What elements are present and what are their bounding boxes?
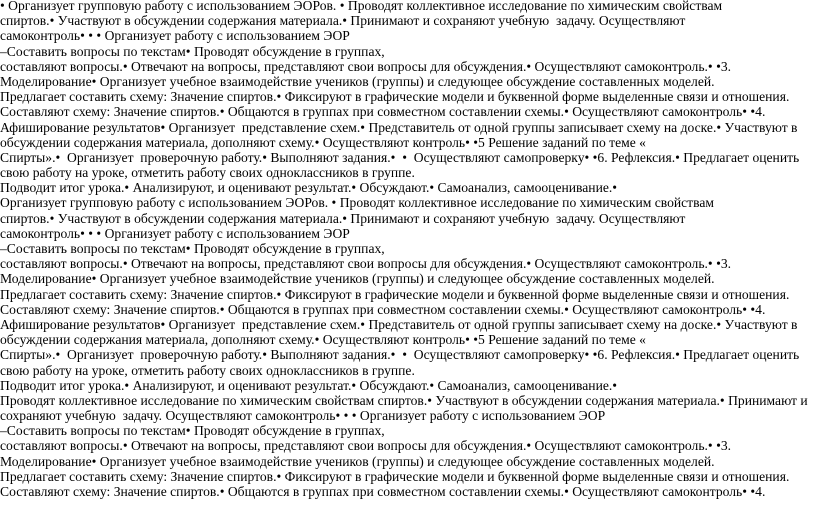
text-line: обсуждении содержания материала, дополняют схему.• Осуществляют контроль• •5 Решение заданий по теме « [0,134,646,150]
text-line: Спирты».• Организует проверочную работу.• Выполняют задания.• • Осуществляют самопроверку• •6. Рефлексия.• Предлагает оценить [0,149,800,165]
text-line: Предлагает составить схему: Значение спиртов.• Фиксируют в графические модели и буквенной форме выделенные связи и отношения. [0,468,790,484]
text-line: Подводит итог урока.• Анализируют, и оценивают результат.• Обсуждают.• Самоанализ, самооценивание.• [0,180,618,196]
text-line: Составляют схему: Значение спиртов.• Общаются в группах при совместном составлении схемы.• Осуществляют самоконтроль• •4. [0,301,766,317]
text-line: Составляют схему: Значение спиртов.• Общаются в группах при совместном составлении схемы.• Осуществляют самоконтроль• •4. [0,484,766,499]
text-line: • Организует групповую работу с использованием ЭОРов. • Проводят коллективное исследование по химическим свойствам [0,0,723,13]
text-line: Проводят коллективное исследование по химическим свойствам спиртов.• Участвуют в обсуждении содержания материала.• Принимают и [0,392,808,408]
text-line: Подводит итог урока.• Анализируют, и оценивают результат.• Обсуждают.• Самоанализ, самооценивание.• [0,377,618,393]
text-line: составляют вопросы.• Отвечают на вопросы, представляют свои вопросы для обсуждения.• Осуществляют самоконтроль.• •3. [0,58,732,74]
text-line: самоконтроль• • • Организует работу с использованием ЭОР [0,225,350,241]
text-line: Афиширование результатов• Организует представление схем.• Представитель от одной группы записывает схему на доске.• Участвуют в [0,119,798,135]
text-line: спиртов.• Участвуют в обсуждении содержания материала.• Принимают и сохраняют учебную задачу. Осуществляют [0,210,686,226]
text-line: составляют вопросы.• Отвечают на вопросы, представляют свои вопросы для обсуждения.• Осуществляют самоконтроль.• •3. [0,256,732,272]
text-line: Моделирование• Организует учебное взаимодействие учеников (группы) и следующее обсуждение составленных моделей. [0,453,715,469]
text-line: составляют вопросы.• Отвечают на вопросы, представляют свои вопросы для обсуждения.• Осуществляют самоконтроль.• •3. [0,438,732,454]
text-line: обсуждении содержания материала, дополняют схему.• Осуществляют контроль• •5 Решение заданий по теме « [0,332,646,348]
text-line: –Составить вопросы по текстам• Проводят обсуждение в группах, [0,241,385,256]
text-line: Предлагает составить схему: Значение спиртов.• Фиксируют в графические модели и буквенной форме выделенные связи и отношения. [0,286,790,302]
text-line: свою работу на уроке, отметить работу своих одноклассников в группе. [0,362,415,378]
text-line: сохраняют учебную задачу. Осуществляют самоконтроль• • • Организует работу с использованием ЭОР [0,408,606,424]
text-line: Спирты».• Организует проверочную работу.• Выполняют задания.• • Осуществляют самопроверку• •6. Рефлексия.• Предлагает оценить [0,347,800,363]
text-line: Моделирование• Организует учебное взаимодействие учеников (группы) и следующее обсуждение составленных моделей. [0,271,715,287]
text-line: –Составить вопросы по текстам• Проводят обсуждение в группах, [0,43,385,59]
text-line: –Составить вопросы по текстам• Проводят обсуждение в группах, [0,423,385,439]
text-line: Составляют схему: Значение спиртов.• Общаются в группах при совместном составлении схемы.• Осуществляют самоконтроль• •4. [0,104,766,120]
text-line: Афиширование результатов• Организует представление схем.• Представитель от одной группы записывает схему на доске.• Участвуют в [0,316,798,332]
text-line: спиртов.• Участвуют в обсуждении содержания материала.• Принимают и сохраняют учебную задачу. Осуществляют [0,13,686,29]
text-line: самоконтроль• • • Организует работу с использованием ЭОР [0,28,350,44]
text-line: Моделирование• Организует учебное взаимодействие учеников (группы) и следующее обсуждение составленных моделей. [0,73,715,89]
text-line: Предлагает составить схему: Значение спиртов.• Фиксируют в графические модели и буквенной форме выделенные связи и отношения. [0,89,790,105]
text-line: Организует групповую работу с использованием ЭОРов. • Проводят коллективное исследование по химическим свойствам [0,195,714,211]
text-line: свою работу на уроке, отметить работу своих одноклассников в группе. [0,165,415,181]
